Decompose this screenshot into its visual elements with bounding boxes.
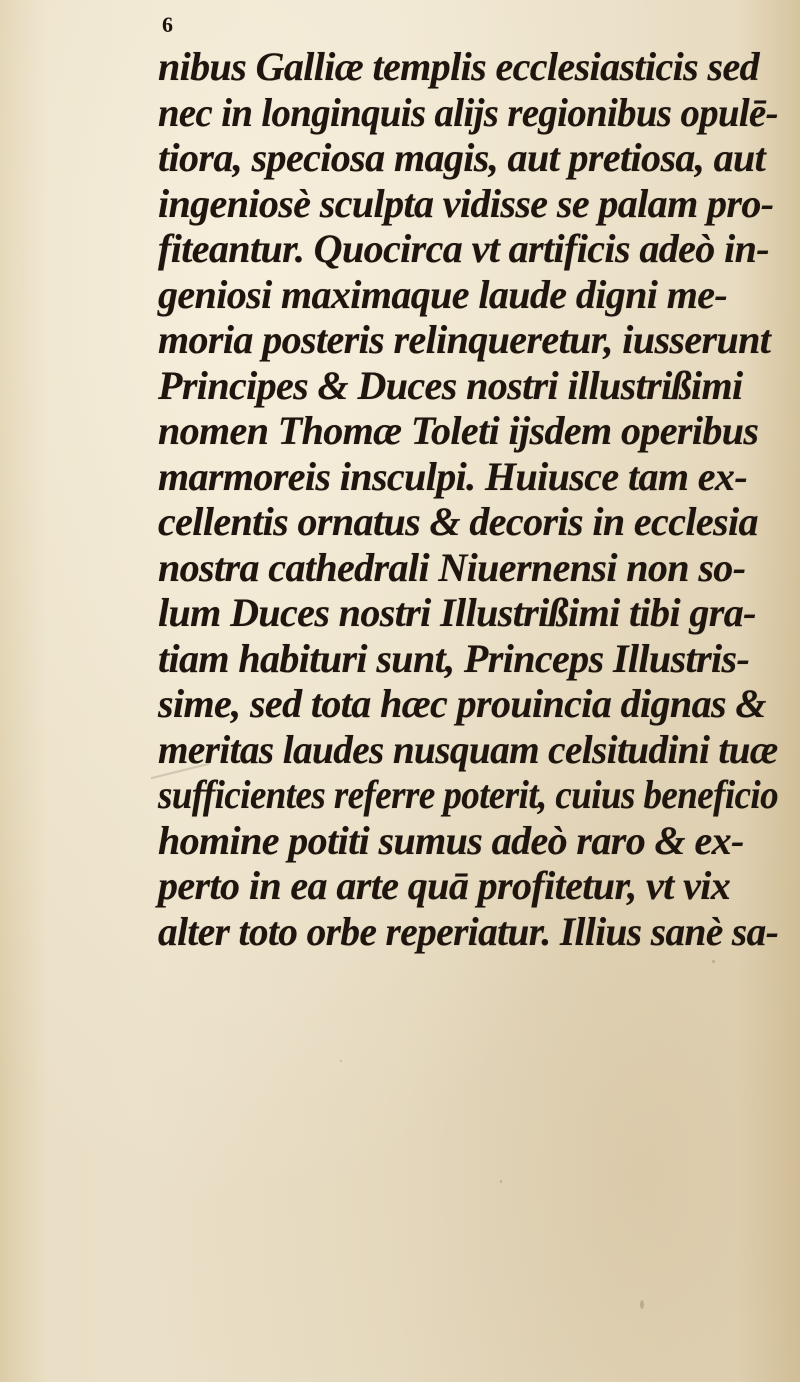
text-line-7: moria posteris relinqueretur, iusserunt [158, 317, 771, 362]
text-line-16: meritas laudes nusquam celsitudini tuæ [158, 726, 778, 772]
page-number: 6 [162, 12, 173, 37]
text-line-10: marmoreis insculpi. Huiusce tam ex- [158, 453, 748, 499]
text-line-13: lum Duces nostri Illustrißimi tibi gra- [158, 590, 756, 635]
text-line-8: Principes & Duces nostri illustrißimi [158, 362, 743, 408]
text-line-12: nostra cathedrali Niuernensi non so- [158, 544, 746, 590]
text-line-3: tiora, speciosa magis, aut pretiosa, aut [158, 135, 766, 180]
body-text [158, 44, 778, 954]
text-line-18: homine potiti sumus adeò raro & ex- [158, 817, 744, 863]
text-line-14: tiam habituri sunt, Princeps Illustris- [158, 635, 750, 681]
text-line-15: sime, sed tota hæc prouincia dignas & [158, 681, 766, 726]
text-line-2: nec in longinquis alijs regionibus opulē- [158, 89, 778, 135]
text-line-20: alter toto orbe reperiatur. Illius sanè sa- [158, 908, 779, 954]
text-line-19: perto in ea arte quā profitetur, vt vix [158, 863, 731, 908]
text-line-11: cellentis ornatus & decoris in ecclesia [158, 499, 758, 544]
text-line-1: nibus Galliæ templis ecclesiasticis sed [158, 44, 760, 89]
text-line-17: sufficientes referre poterit, cuius beneficio [158, 772, 779, 817]
text-line-6: geniosi maximaque laude digni me- [158, 271, 728, 317]
text-line-5: fiteantur. Quocirca vt artificis adeò in- [158, 226, 769, 271]
text-line-9: nomen Thomæ Toleti ijsdem operibus [158, 408, 759, 453]
text-line-4: ingeniosè sculpta vidisse se palam pro- [158, 180, 774, 226]
